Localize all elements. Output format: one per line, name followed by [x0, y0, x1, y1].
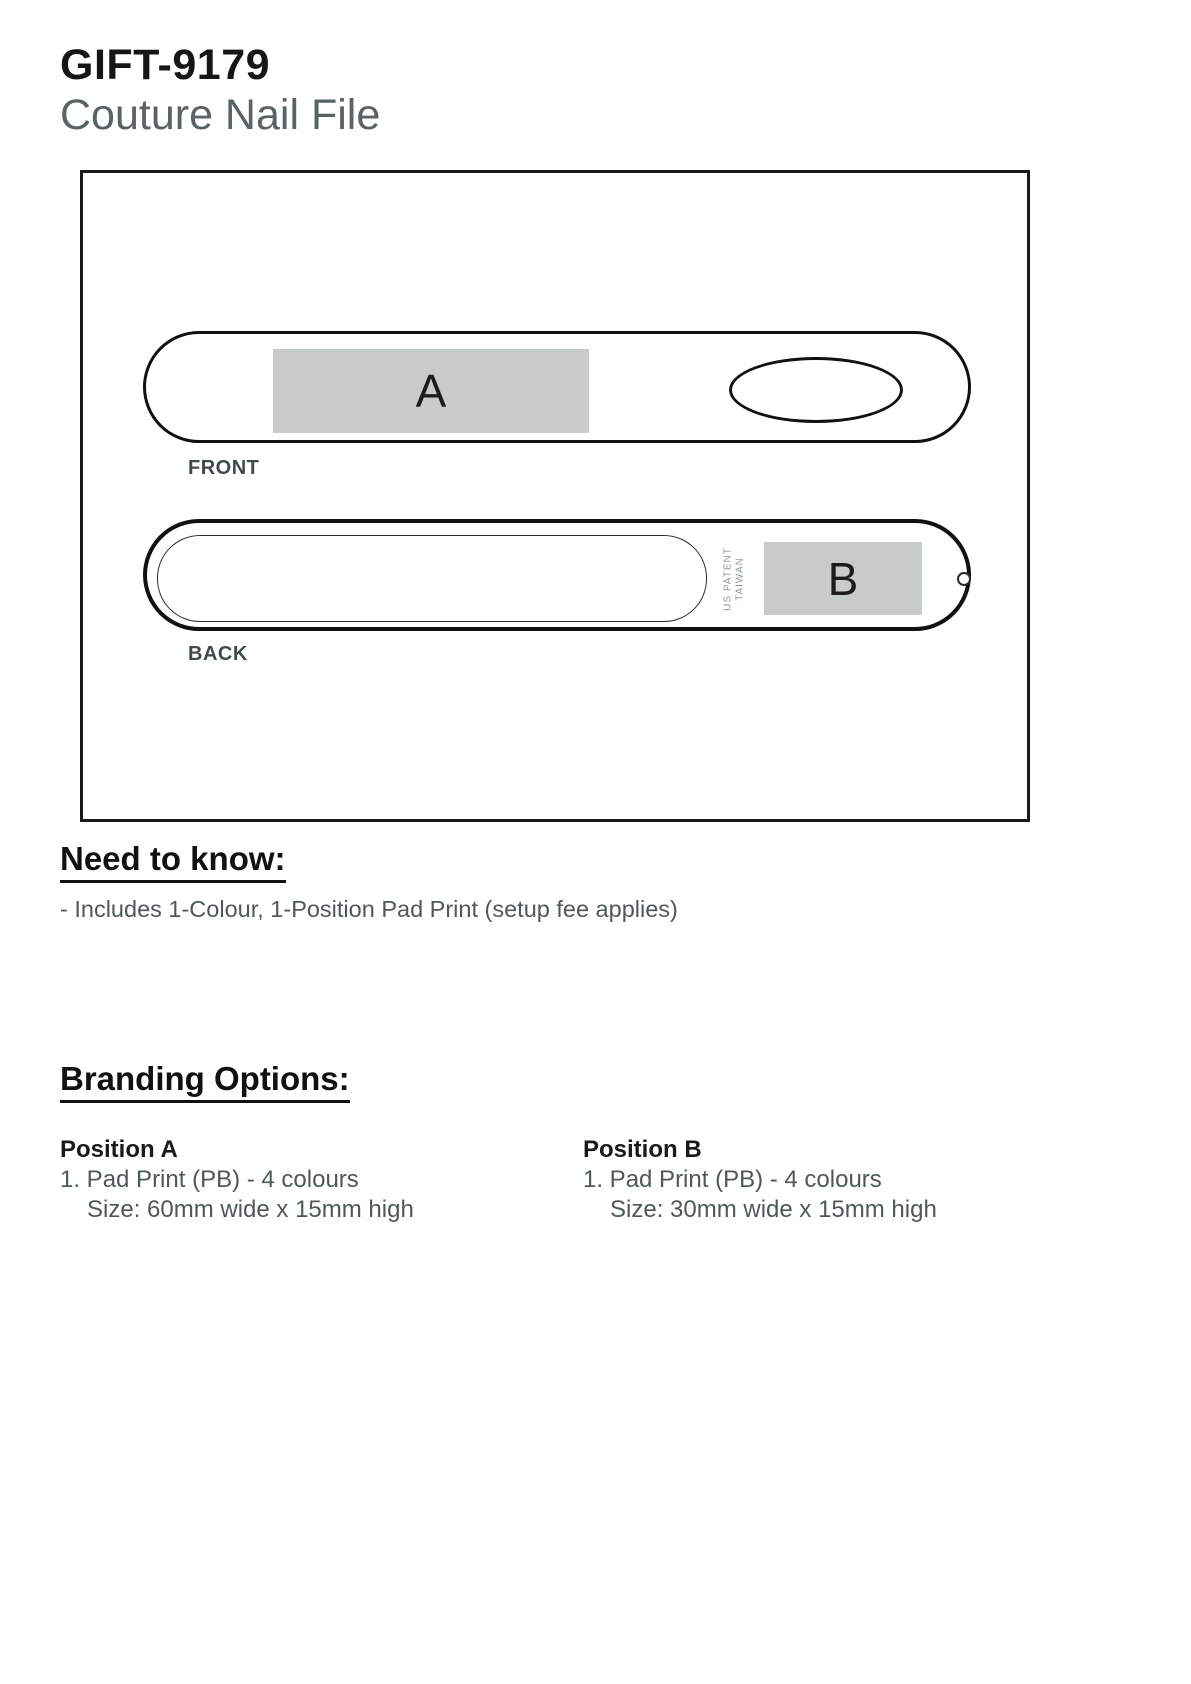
branding-position-b: [583, 1135, 937, 1225]
back-view-label: BACK: [188, 643, 248, 665]
header: [60, 40, 380, 140]
position-b-size: Size: 30mm wide x 15mm high: [610, 1196, 937, 1223]
print-area-a-label: A: [415, 365, 447, 417]
back-view-drawing: [143, 519, 971, 631]
product-diagram-box: [80, 170, 1030, 822]
patent-text-line2: TAIWAN: [734, 557, 745, 601]
need-to-know-note: - Includes 1-Colour, 1-Position Pad Print (setup fee applies): [60, 896, 678, 922]
print-area-b-label: B: [827, 552, 859, 605]
position-a-title: Position A: [60, 1136, 178, 1163]
position-b-method: 1. Pad Print (PB) - 4 colours: [583, 1166, 882, 1193]
branding-options-heading: Branding Options:: [60, 1060, 350, 1103]
front-view-drawing: [143, 331, 971, 443]
file-surface-outline: [157, 535, 707, 622]
position-a-method: 1. Pad Print (PB) - 4 colours: [60, 1166, 359, 1193]
position-b-title: Position B: [583, 1136, 702, 1163]
position-a-size: Size: 60mm wide x 15mm high: [87, 1196, 414, 1223]
print-area-b: [764, 542, 922, 615]
need-to-know-heading: Need to know:: [60, 840, 286, 883]
print-area-a: [273, 349, 589, 433]
product-name: Couture Nail File: [60, 91, 381, 139]
hang-hole-circle: [957, 572, 971, 586]
thumb-grip-ellipse: [729, 357, 903, 423]
product-code: GIFT-9179: [60, 41, 271, 89]
patent-text: [723, 547, 746, 611]
patent-text-line1: US PATENT: [722, 547, 734, 611]
front-view-label: FRONT: [188, 457, 260, 479]
branding-position-a: [60, 1135, 414, 1225]
